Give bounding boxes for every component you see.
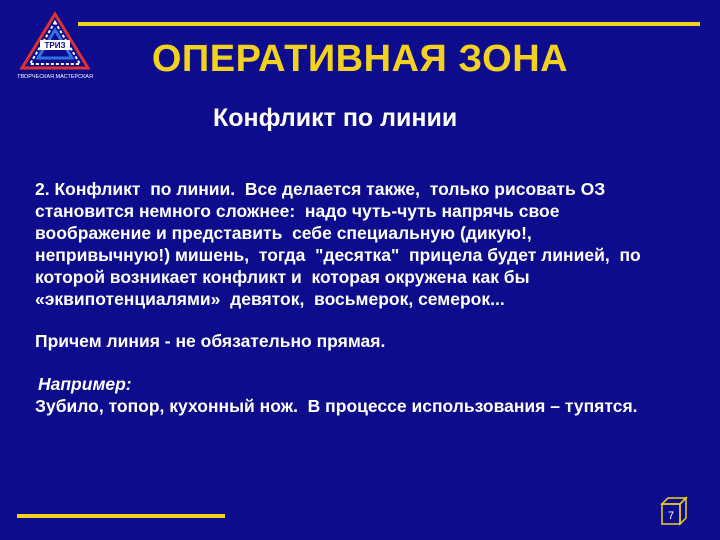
page-number: 7 [667, 510, 675, 522]
bottom-divider [17, 514, 225, 518]
paragraph-2: Причем линия - не обязательно прямая. [35, 331, 386, 351]
paragraph-line: воображение и представить себе специальную (дикую!, [35, 223, 532, 243]
paragraph-line: непривычную!) мишень, тогда "десятка" прицела будет линией, по [35, 245, 641, 265]
example-text: Зубило, топор, кухонный нож. В процессе использования – тупятся. [35, 396, 638, 416]
slide-subtitle: Конфликт по линии [213, 104, 458, 132]
paragraph-line: становится немного сложнее: надо чуть-чуть напрячь свое [35, 201, 560, 221]
logo-caption: ТВОРЧЕСКАЯ МАСТЕРСКАЯ [17, 74, 93, 80]
page-number-box [660, 496, 688, 526]
paragraph-line: 2. Конфликт по линии. Все делается также, только рисовать ОЗ [35, 179, 606, 199]
top-divider [78, 22, 700, 26]
paragraph-line: «эквипотенциалями» девяток, восьмерок, семерок... [35, 289, 505, 309]
example-label: Например: [38, 374, 132, 394]
slide-title: ОПЕРАТИВНАЯ ЗОНА [151, 38, 569, 80]
paragraph-1 [35, 178, 685, 310]
logo-text: ТРИЗ [44, 41, 66, 50]
paragraph-line: которой возникает конфликт и которая окружена как бы [35, 267, 530, 287]
